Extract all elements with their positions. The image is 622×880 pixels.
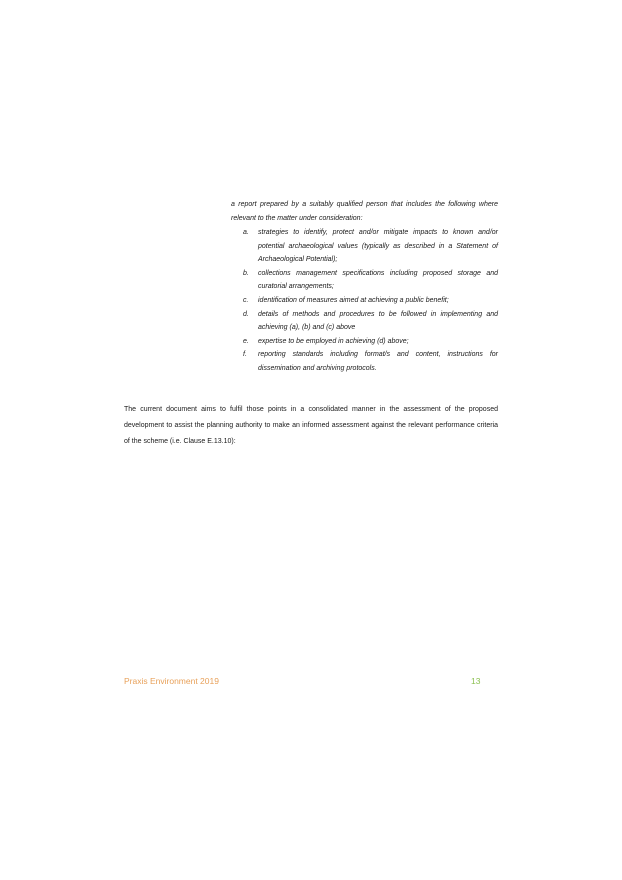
list-item-text: expertise to be employed in achieving (d) above;: [258, 337, 409, 345]
list-item: [231, 267, 498, 294]
list-item-text: identification of measures aimed at achieving a public benefit;: [258, 296, 449, 304]
list-marker: c.: [243, 296, 249, 304]
footer-page-number: 13: [471, 676, 481, 686]
list-item-text: strategies to identify, protect and/or mitigate impacts to known and/or potential archaeological values (typically as described in a Statement of Archaeological Potential);: [258, 229, 498, 264]
body-paragraph: The current document aims to fulfil those points in a consolidated manner in the assessment of the proposed development to assist the planning authority to make an informed assessment against the relevant performance criteria of the scheme (i.e. Clause E.13.10):: [124, 406, 498, 445]
list-marker: f.: [243, 351, 247, 359]
list-item-text: collections management specifications including proposed storage and curatorial arrangements;: [258, 269, 498, 291]
list-item-text: details of methods and procedures to be followed in implementing and achieving (a), (b) and (c) above: [258, 310, 498, 332]
list-item-text: reporting standards including format/s and content, instructions for dissemination and archiving protocols.: [258, 351, 498, 372]
footer-company: Praxis Environment 2019: [124, 676, 219, 686]
list-marker: e.: [243, 337, 249, 345]
list-marker: a.: [243, 229, 249, 236]
list-item: [231, 308, 498, 335]
list-item: [231, 335, 498, 349]
quote-list: [231, 226, 498, 376]
list-item: [231, 294, 498, 308]
list-item: [231, 348, 498, 375]
list-item: [231, 226, 498, 267]
list-marker: b.: [243, 269, 249, 277]
list-marker: d.: [243, 310, 249, 318]
quote-intro: a report prepared by a suitably qualified person that includes the following where relevant to the matter under consideration:: [231, 201, 498, 222]
